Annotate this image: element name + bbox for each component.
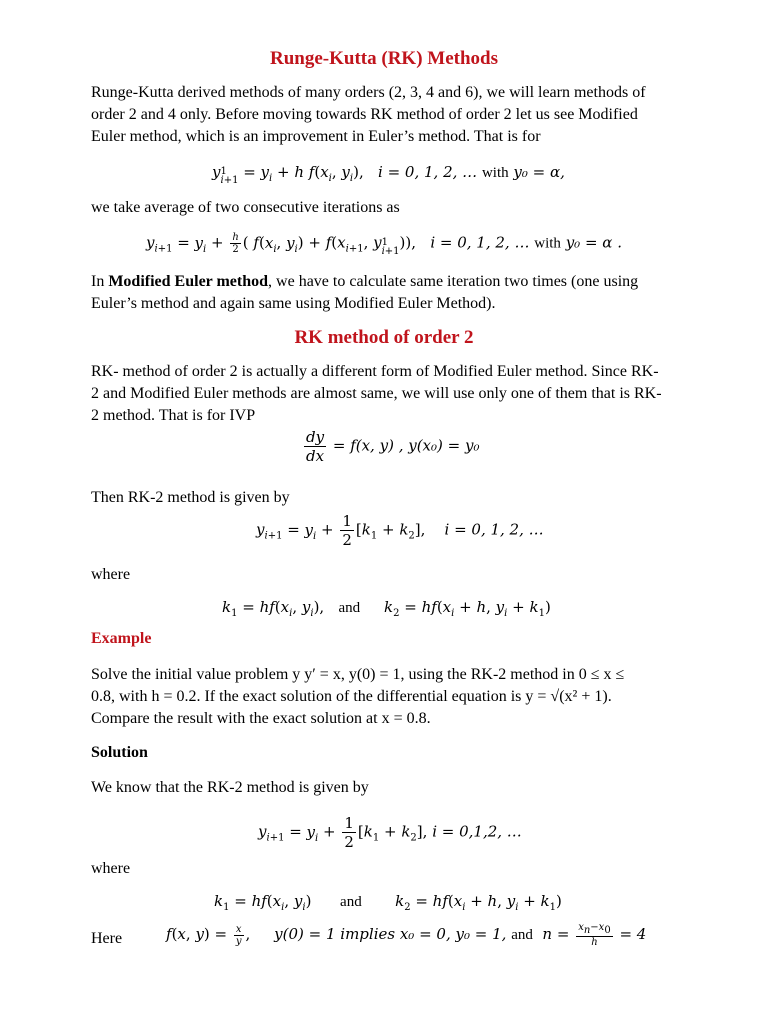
- page-title: Runge-Kutta (RK) Methods: [270, 48, 498, 69]
- rk2-intro-line-3: 2 method. That is for IVP: [91, 407, 256, 424]
- example-line-1: Solve the initial value problem y y′ = x, y(0) = 1, using the RK-2 method in 0 ≤ x ≤: [91, 666, 625, 683]
- k-equations-1: $k_1 = hf(x_i$, $y_i$), and $k_2 = hf(x_i + h$, $y_i + k_1$): [222, 598, 551, 619]
- example-paragraph: [91, 664, 721, 730]
- modified-euler-bold: Modified Euler method: [108, 273, 269, 290]
- k1-and: and: [338, 600, 361, 616]
- intro-line-2: order 2 and 4 only. Before moving towards RK method of order 2 let us see Modified: [91, 106, 638, 123]
- where-text-2: where: [91, 860, 131, 877]
- here-initial: y(0) = 1 implies x₀ = 0, y₀ = 1,: [274, 925, 507, 943]
- here-label: Here: [91, 930, 123, 947]
- rk2-index-range-2: i = 0,1,2, …: [432, 822, 522, 841]
- here-n-value: = 4: [619, 925, 647, 943]
- here-equations: f(x, y) = $\frac{x}{y}$ , y(0) = 1 implies x₀ = 0, y₀ = 1, and n = $\frac{x_n-x_0}{h}$ = 4: [166, 922, 647, 948]
- rk2-intro-paragraph: [91, 361, 721, 427]
- intro-line-3: Euler method, which is an improvement in Euler’s method. That is for: [91, 128, 541, 145]
- rk2-equation-2: $y_{i+1} = y_i$ + $\frac{1}{2}$ $[k_1 + k_2]$, i = 0,1,2, …: [258, 814, 522, 851]
- k-equations-2: $k_1 = hf(x_i$, $y_i$) and $k_2 = hf(x_i + h$, $y_i + k_1$): [214, 892, 562, 913]
- where-text-1: where: [91, 566, 131, 583]
- eq1-with: with: [481, 165, 509, 181]
- modified-euler-line-1: In Modified Euler method, we have to calculate same iteration two times (one using: [91, 273, 639, 290]
- solution-title: Solution: [91, 744, 148, 761]
- rk2-intro-line-2: 2 and Modified Euler methods are almost same, we will use only one of them that is RK-: [91, 385, 662, 402]
- ivp-rhs: = f(x, y) , y(x₀) = y₀: [332, 436, 480, 455]
- eq1-initial: y₀ = α,: [513, 163, 565, 181]
- intro-paragraph: [91, 82, 721, 148]
- example-line-3: Compare the result with the exact solution at x = 0.8.: [91, 710, 431, 727]
- euler-equation: y 1 i+1 = $y_i + h$ $f(x_i$, $y_i$), i = 0, 1, 2, … with y₀ = α,: [212, 163, 565, 186]
- modified-euler-equation: $y_{i+1} = y_i$ + $\frac{h}{2}$ ( $f(x_i$, $y_i) + f(x_{i+1}$, y 1 i+1 )), i = 0, 1, 2, … with y₀ = α .: [146, 232, 622, 257]
- intro-line-1: Runge-Kutta derived methods of many orders (2, 3, 4 and 6), we will learn methods of: [91, 84, 646, 101]
- ivp-equation: $\frac{dy}{dx}$ = f(x, y) , y(x₀) = y₀: [306, 428, 480, 465]
- example-line-2: 0.8, with h = 0.2. If the exact solution of the differential equation is y = √(x² + 1).: [91, 688, 612, 705]
- eq2-with: with: [534, 235, 561, 252]
- example-title: Example: [91, 630, 152, 647]
- take-average-text: we take average of two consecutive iterations as: [91, 199, 400, 216]
- rk2-intro-line-1: RK- method of order 2 is actually a different form of Modified Euler method. Since RK-: [91, 363, 659, 380]
- eq2-index-range: i = 0, 1, 2, …: [430, 233, 530, 252]
- modified-euler-line-2: Euler’s method and again same using Modified Euler Method).: [91, 295, 496, 312]
- solution-intro: We know that the RK-2 method is given by: [91, 779, 369, 796]
- section-title-rk2: RK method of order 2: [294, 327, 474, 348]
- rk2-index-range: i = 0, 1, 2, …: [444, 520, 544, 539]
- rk2-equation: $y_{i+1} = y_i$ + $\frac{1}{2}$ $[k_1 + k_2]$, i = 0, 1, 2, …: [256, 512, 544, 549]
- then-rk2-text: Then RK-2 method is given by: [91, 489, 290, 506]
- eq2-initial: y₀ = α .: [565, 233, 622, 252]
- k2-and: and: [340, 894, 362, 910]
- modified-euler-paragraph: [91, 271, 721, 315]
- here-and: and: [511, 927, 533, 943]
- eq1-index-range: i = 0, 1, 2, …: [378, 163, 478, 181]
